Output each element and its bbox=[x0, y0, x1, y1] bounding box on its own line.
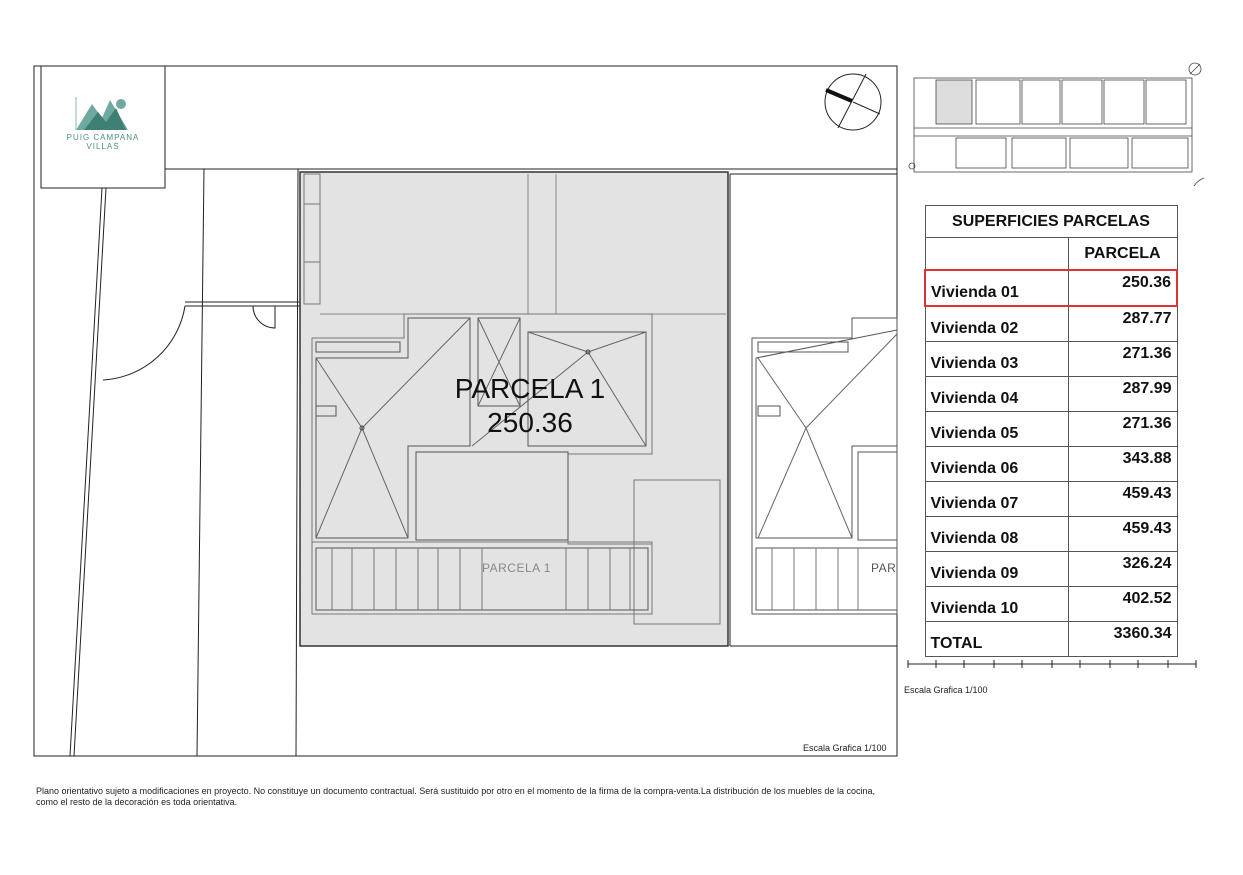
table-row: Vivienda 07 459.43 bbox=[925, 482, 1177, 517]
key-site-map bbox=[909, 63, 1204, 186]
side-scale-label: Escala Grafica 1/100 bbox=[904, 685, 988, 695]
table-row: Vivienda 01 250.36 bbox=[925, 270, 1177, 306]
table-column-header: PARCELA bbox=[1068, 238, 1177, 271]
logo-line-1: PUIG CAMPANA bbox=[66, 133, 140, 142]
table-title: SUPERFICIES PARCELAS bbox=[925, 206, 1177, 238]
logo bbox=[60, 133, 146, 151]
parcel-small-label: PARCELA 1 bbox=[482, 561, 551, 575]
logo-line-2: VILLAS bbox=[86, 142, 120, 151]
disclaimer-text: Plano orientativo sujeto a modificaciones en proyecto. No constituye un documento contractual. Será sustituido por otro en el momento de la firma de la compra-venta.La distribución de los muebles de la cocina, como el resto de la decoración es toda orientativa. bbox=[36, 786, 875, 807]
table-row: Vivienda 03 271.36 bbox=[925, 342, 1177, 377]
table-row: Vivienda 09 326.24 bbox=[925, 552, 1177, 587]
plan-scale-label: Escala Grafica 1/100 bbox=[803, 743, 887, 753]
table-row: Vivienda 02 287.77 bbox=[925, 306, 1177, 342]
table-total-row: TOTAL 3360.34 bbox=[925, 622, 1177, 657]
parcel-title: PARCELA 1 bbox=[454, 373, 606, 404]
table-row: Vivienda 10 402.52 bbox=[925, 587, 1177, 622]
scale-bar bbox=[908, 660, 1196, 668]
neighbor-parcel-label: PAR bbox=[871, 561, 897, 575]
table-row: Vivienda 04 287.99 bbox=[925, 377, 1177, 412]
table-row: Vivienda 08 459.43 bbox=[925, 517, 1177, 552]
table-row: Vivienda 06 343.88 bbox=[925, 447, 1177, 482]
table-row: Vivienda 05 271.36 bbox=[925, 412, 1177, 447]
parcel-area-table bbox=[924, 205, 1178, 657]
north-arrow-icon bbox=[825, 74, 881, 130]
parcel-area: 250.36 bbox=[487, 407, 573, 438]
parcel-main-label bbox=[420, 372, 640, 440]
